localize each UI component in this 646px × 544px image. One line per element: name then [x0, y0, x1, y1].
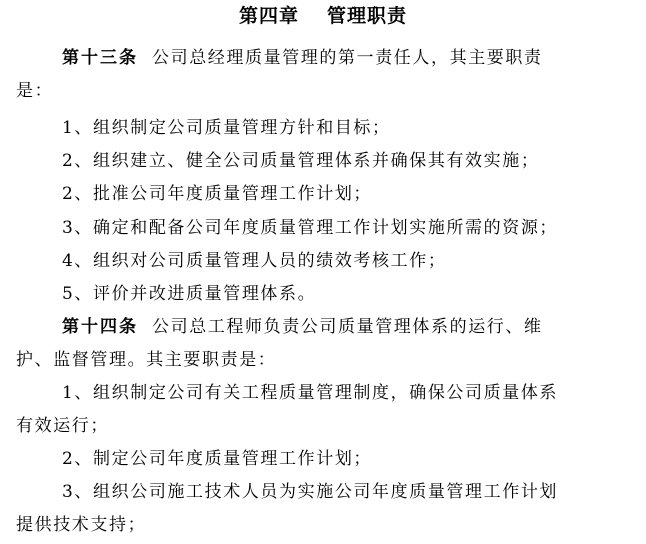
article-13-item-3: 2、批准公司年度质量管理工作计划；: [62, 184, 373, 204]
article-14-lead-text: 公司总工程师负责公司质量管理体系的运行、维: [152, 317, 543, 337]
article-14-lead: [16, 311, 630, 344]
article-13-item-5: 4、组织对公司质量管理人员的绩效考核工作；: [62, 251, 447, 271]
article-14-lead-continued: 护、监督管理。其主要职责是：: [16, 350, 277, 370]
article-13-item-1: 1、组织制定公司质量管理方针和目标；: [62, 118, 391, 138]
article-13-item-6: 5、评价并改进质量管理体系。: [62, 284, 317, 304]
article-14-item-1-continued: 有效运行；: [16, 416, 109, 436]
article-13-number: 第十三条: [62, 48, 138, 68]
chapter-heading: [0, 4, 646, 28]
article-14-item-3: 3、组织公司施工技术人员为实施公司年度质量管理工作计划: [62, 482, 559, 502]
article-13-item-4: 3、确定和配备公司年度质量管理工作计划实施所需的资源；: [62, 218, 559, 238]
article-13-lead-text: 公司总经理质量管理的第一责任人，其主要职责: [152, 48, 543, 68]
article-13-item-2: 2、组织建立、健全公司质量管理体系并确保其有效实施；: [62, 151, 540, 171]
chapter-number: 第四章: [238, 5, 299, 27]
article-13-lead-continued: 是：: [16, 81, 54, 101]
article-14-number: 第十四条: [62, 317, 138, 337]
chapter-title: 管理职责: [327, 5, 408, 27]
article-14-item-1: 1、组织制定公司有关工程质量管理制度，确保公司质量体系: [62, 383, 559, 403]
article-13-lead: [16, 42, 630, 75]
article-14-item-3-continued: 提供技术支持；: [16, 515, 147, 535]
article-14-item-2: 2、制定公司年度质量管理工作计划；: [62, 449, 373, 469]
